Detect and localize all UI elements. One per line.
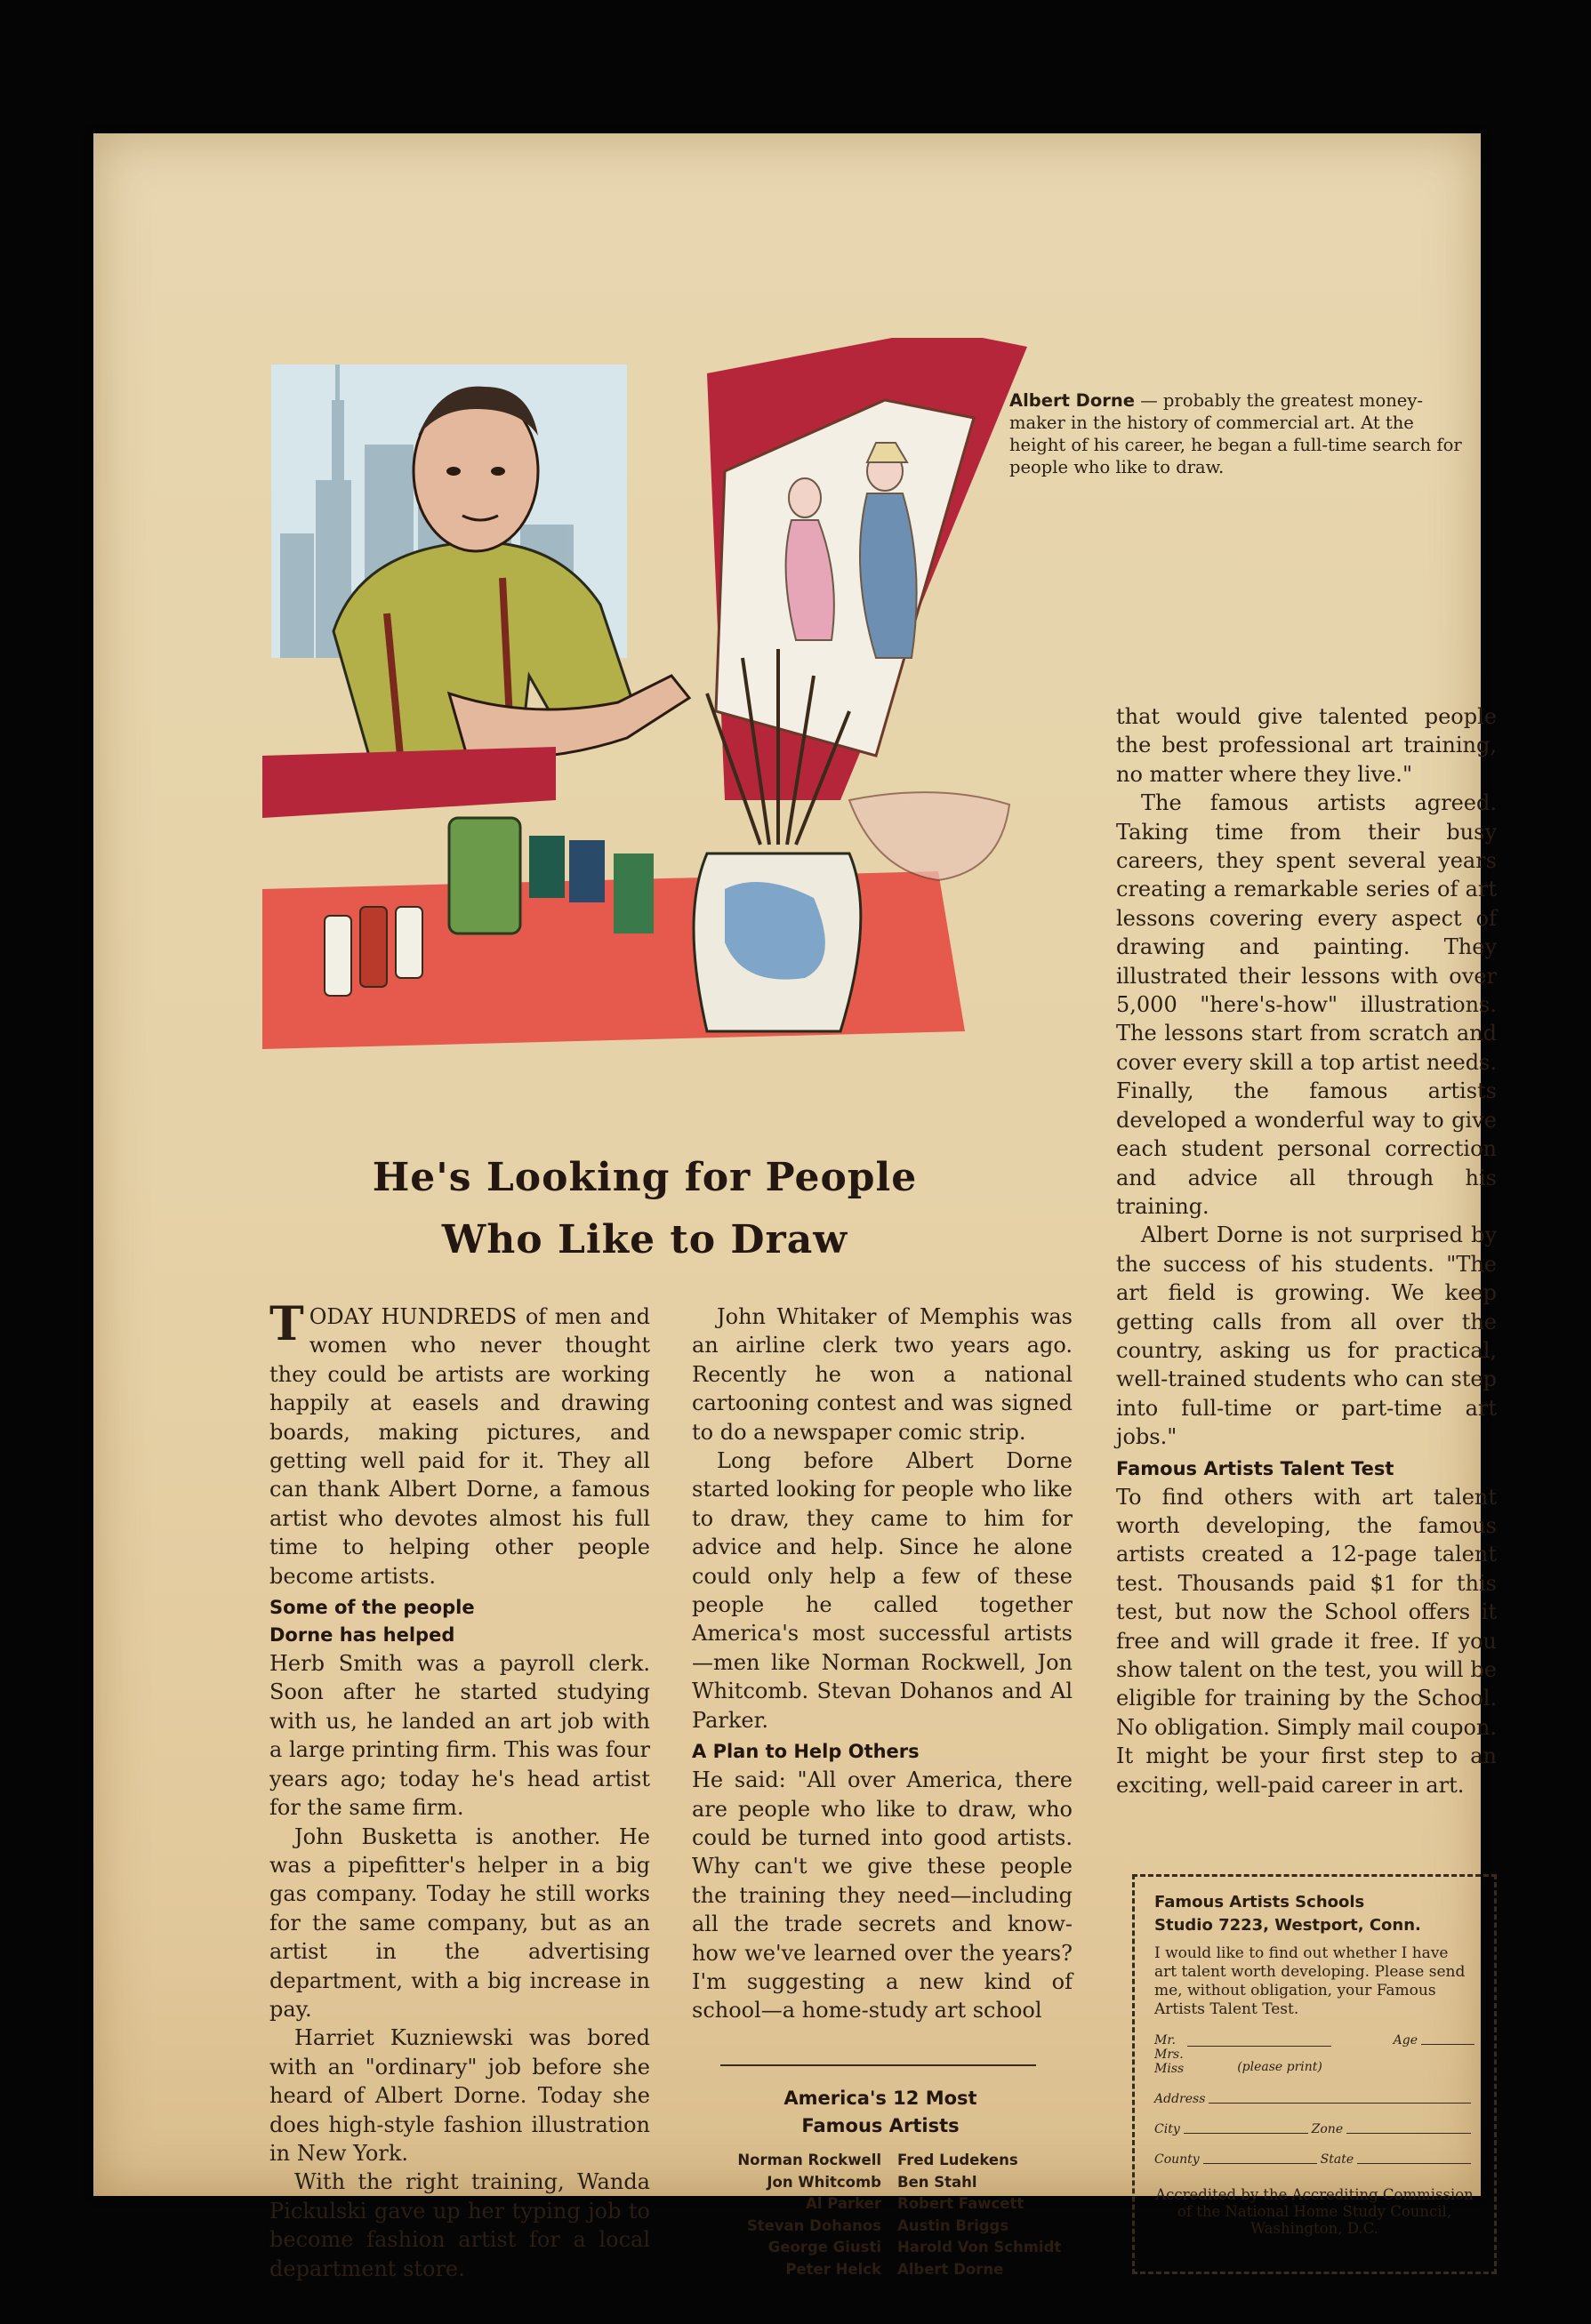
subhead-plan: A Plan to Help Others (692, 1741, 920, 1763)
artist-name: Peter Helck (785, 2260, 881, 2278)
county-label: County (1154, 2152, 1200, 2167)
divider-rule (720, 2064, 1036, 2066)
artist-name: Stevan Dohanos (746, 2216, 881, 2234)
state-field[interactable] (1357, 2162, 1471, 2164)
coupon-body: I would like to find out whether I have art talent worth developing. Please send me, without obligation, your Famous Artists Talent Test. (1154, 1944, 1466, 2018)
salutation-miss: Miss (1154, 2062, 1185, 2076)
city-field[interactable] (1184, 2132, 1308, 2134)
artist-name: Albert Dorne (897, 2260, 1004, 2278)
artist-name: Al Parker (806, 2195, 881, 2212)
artist-name: Jon Whitcomb (767, 2173, 881, 2191)
lead-caps: ODAY HUNDREDS (309, 1304, 518, 1329)
coupon-school: Famous Artists Schools (1154, 1893, 1365, 1911)
article-column-1 (269, 1297, 651, 2283)
paragraph: To find others with art talent worth developing, the famous artists created a 12-page talent test. Thousands paid $1 for this test, but now the School offers it free and will grade it free. If you show talent on the test, you will be eligible for training by the School. No obligation. Simply mail coupon. It might be your first step to an exciting, well-paid career in art. (1116, 1484, 1497, 1798)
state-label: State (1320, 2152, 1354, 2167)
salutation-mrs: Mrs. (1154, 2048, 1184, 2062)
salutation-options (1154, 2033, 1184, 2076)
glass-bowl (849, 792, 1009, 880)
address-row (1154, 2083, 1474, 2106)
green-jar (449, 818, 520, 934)
age-field[interactable] (1421, 2044, 1474, 2045)
artists-title-line-2: Famous Artists (801, 2115, 960, 2136)
subhead-talent-test: Famous Artists Talent Test (1116, 1457, 1394, 1479)
headline-line-2: Who Like to Draw (441, 1217, 848, 1262)
drop-cap: T (269, 1297, 304, 1351)
subhead-people-helped (269, 1594, 650, 1649)
intro-paragraph (269, 1297, 651, 1591)
county-field[interactable] (1203, 2162, 1317, 2164)
paragraph: Herb Smith was a payroll clerk. Soon after he started studying with us, he landed an art job with a large printing firm. This was four years ago; today he's head artist for the same firm. (269, 1651, 650, 1821)
accreditation-note: Accredited by the Accrediting Commission of the National Home Study Council, Washington, D.C. (1155, 2186, 1474, 2237)
article-column-3 (1116, 702, 1497, 1799)
mail-coupon[interactable] (1132, 1874, 1497, 2274)
city-label: City (1154, 2122, 1180, 2136)
artist-name: George Giusti (767, 2239, 881, 2256)
paragraph: He said: "All over America, there are people who like to draw, who could be turned into good artists. Why can't we give these people the training they need—including all the trade secrets and know-how we've learned over the years? I'm suggesting a new kind of school—a home-study art school (692, 1767, 1073, 2023)
paragraph: Albert Dorne is not surprised by the success of his students. "The art field is growing. We keep getting calls from all over the country, asking us for practical, well-trained students who can step into full-time or part-time art jobs." (1116, 1222, 1497, 1450)
artist-name: Fred Ludekens (897, 2152, 1018, 2168)
artist-name: Ben Stahl (897, 2173, 977, 2191)
county-row (1154, 2144, 1474, 2167)
subhead-line-1: Some of the people (269, 1597, 475, 1619)
zone-field[interactable] (1346, 2132, 1471, 2134)
paragraph: that would give talented people the best professional art training, no matter where they live." (1116, 704, 1497, 787)
address-label: Address (1154, 2092, 1206, 2106)
intro-text: of men and women who never thought they could be artists are working happily at easels and drawing boards, making pictures, and getting well paid for it. They all can thank Albert Dorne, a famous artist who devotes almost his full time to helping other people become artists. (269, 1304, 651, 1589)
salutation-mr: Mr. (1154, 2033, 1176, 2048)
paragraph: Harriet Kuzniewski was bored with an "ordinary" job before she heard of Albert Dorne. Today she does high-style fashion illustration in New York. (269, 2025, 650, 2166)
article-column-2 (692, 1302, 1073, 2025)
headline-line-1: He's Looking for People (372, 1155, 918, 1200)
please-print-note: (please print) (1237, 2060, 1322, 2074)
paragraph: The famous artists agreed. Taking time from their busy careers, they spent several years creating a remarkable series of art lessons covering every aspect of drawing and painting. They illustrated their lessons with over 5,000 "here's-how" illustrations. The lessons start from scratch and cover every skill a top artist needs. Finally, the famous artists developed a wonderful way to give each student personal correction and advice all through his training. (1116, 790, 1497, 1219)
magazine-page (93, 133, 1497, 2281)
artist-illustration (262, 338, 1081, 1129)
artists-box-title (689, 2085, 1072, 2140)
coupon-form (1154, 2033, 1474, 2167)
paragraph: With the right training, Wanda Pickulski gave up her typing job to become fashion artist for a local department store. (269, 2169, 650, 2281)
city-row (1154, 2113, 1474, 2136)
name-field[interactable] (1184, 2033, 1393, 2076)
artist-name: Robert Fawcett (897, 2195, 1025, 2212)
illustration-caption (1009, 389, 1472, 478)
subhead-line-2: Dorne has helped (269, 1624, 455, 1647)
paragraph: Long before Albert Dorne started looking for people who like to draw, they came to him for advice and help. Since he alone could only help a few of these people he called together America's most successful artists —men like Norman Rockwell, Jon Whitcomb. Stevan Dohanos and Al Parker. (692, 1448, 1073, 1733)
caption-name: Albert Dorne (1009, 390, 1135, 411)
artist-name: Norman Rockwell (737, 2152, 881, 2168)
headline (262, 1147, 1027, 1271)
artist-name: Harold Von Schmidt (897, 2239, 1062, 2256)
artist-name: Austin Briggs (897, 2216, 1009, 2234)
address-field[interactable] (1209, 2102, 1471, 2104)
zone-label: Zone (1311, 2122, 1344, 2136)
artists-title-line-1: America's 12 Most (783, 2088, 977, 2109)
artists-list (680, 2150, 1098, 2280)
age-label: Age (1393, 2033, 1418, 2048)
paragraph: John Whitaker of Memphis was an airline clerk two years ago. Recently he won a national cartooning contest and was signed to do a newspaper comic strip. (692, 1304, 1073, 1445)
coupon-address: Studio 7223, Westport, Conn. (1154, 1916, 1421, 1935)
caption-text: — probably the greatest money-maker in the history of commercial art. At the height of his career, he began a full-time search for people who like to draw. (1009, 390, 1462, 477)
name-row (1154, 2033, 1474, 2076)
paragraph: John Busketta is another. He was a pipefitter's helper in a big gas company. Today he still works for the same company, but as an artist in the advertising department, with a big increase in pay. (269, 1823, 650, 2022)
